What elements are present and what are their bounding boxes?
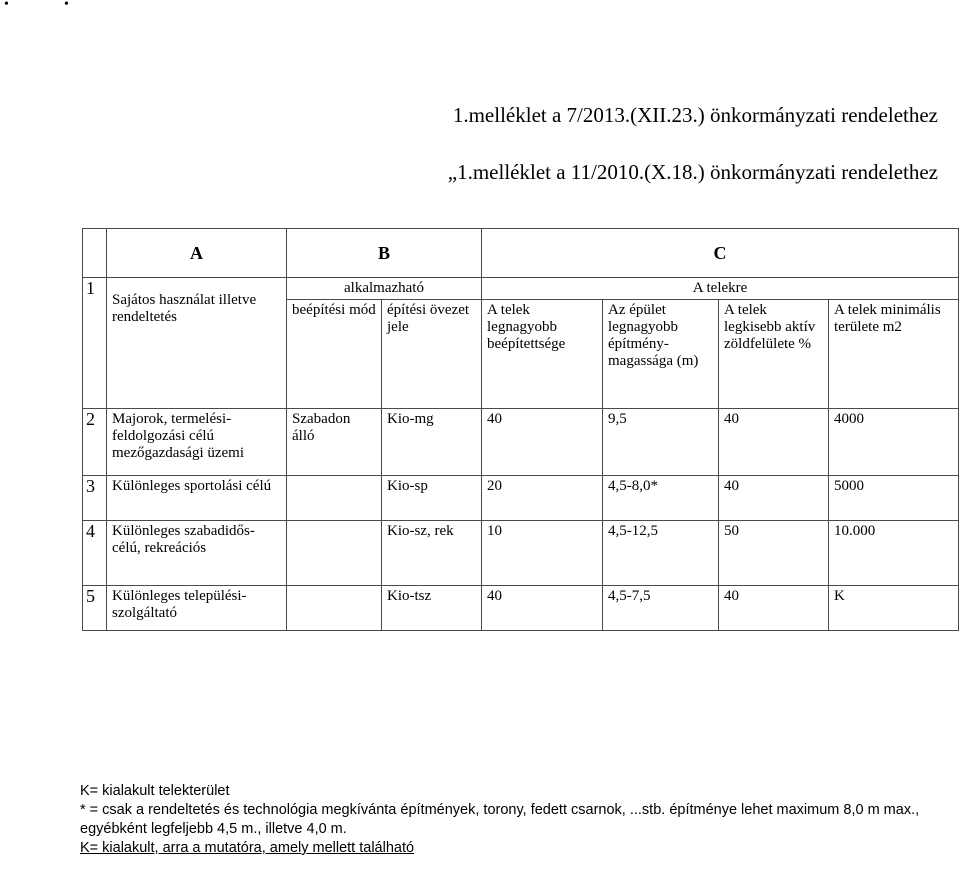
- footnotes: [80, 782, 960, 858]
- row-number: 1: [83, 278, 107, 409]
- area-cell: 5000: [829, 476, 959, 521]
- column-letter-row: [83, 229, 959, 278]
- footnote-k-existing: K= kialakult, arra a mutatóra, amely mellett található: [80, 840, 415, 856]
- use-header: Sajátos használat illetve rendeltetés: [107, 278, 287, 409]
- green-cell: 40: [719, 409, 829, 476]
- table-row: [83, 521, 959, 586]
- green-cell: 50: [719, 521, 829, 586]
- coverage-cell: 40: [482, 409, 603, 476]
- b1-header: beépítési mód: [287, 300, 382, 409]
- zone-cell: Kio-sz, rek: [382, 521, 482, 586]
- table-row: [83, 409, 959, 476]
- corner-mark-left: •: [4, 0, 9, 12]
- green-cell: 40: [719, 476, 829, 521]
- footnote-k: K= kialakult telekterület: [80, 783, 230, 799]
- row-number: 3: [83, 476, 107, 521]
- column-letter-a: A: [107, 229, 287, 278]
- height-cell: 9,5: [603, 409, 719, 476]
- use-cell: Majorok, termelési-feldolgozási célú mezőgazdasági üzemi: [107, 409, 287, 476]
- row-number: 5: [83, 586, 107, 631]
- height-cell: 4,5-12,5: [603, 521, 719, 586]
- zone-cell: Kio-sp: [382, 476, 482, 521]
- green-cell: 40: [719, 586, 829, 631]
- b2-header: építési övezet jele: [382, 300, 482, 409]
- zone-cell: Kio-mg: [382, 409, 482, 476]
- coverage-cell: 10: [482, 521, 603, 586]
- corner-mark-right: •: [64, 0, 69, 12]
- mode-cell: Szabadon álló: [287, 409, 382, 476]
- mode-cell: [287, 586, 382, 631]
- c4-header: A telek minimális területe m2: [829, 300, 959, 409]
- use-cell: Különleges települési-szolgáltató: [107, 586, 287, 631]
- use-cell: Különleges szabadidős-célú, rekreációs: [107, 521, 287, 586]
- mode-cell: [287, 521, 382, 586]
- column-letter-b: B: [287, 229, 482, 278]
- footnote-star: * = csak a rendeltetés és technológia megkívánta építmények, torony, fedett csarnok, ...stb. építménye lehet maximum 8,0 m max., egyébként legfeljebb 4,5 m., illetve 4,0 m.: [80, 802, 920, 837]
- area-cell: K: [829, 586, 959, 631]
- annex-subheading: „1.melléklet a 11/2010.(X.18.) önkormányzati rendelethez: [447, 160, 938, 184]
- c3-header: A telek legkisebb aktív zöldfelülete %: [719, 300, 829, 409]
- table-row: [83, 586, 959, 631]
- annex-heading: 1.melléklet a 7/2013.(XII.23.) önkormányzati rendelethez: [452, 103, 938, 127]
- use-cell: Különleges sportolási célú: [107, 476, 287, 521]
- area-cell: 4000: [829, 409, 959, 476]
- regulation-table: [82, 228, 959, 631]
- c1-header: A telek legnagyobb beépítettsége: [482, 300, 603, 409]
- height-cell: 4,5-8,0*: [603, 476, 719, 521]
- mode-cell: [287, 476, 382, 521]
- column-letter-c: C: [482, 229, 959, 278]
- zone-cell: Kio-tsz: [382, 586, 482, 631]
- coverage-cell: 20: [482, 476, 603, 521]
- area-cell: 10.000: [829, 521, 959, 586]
- b-group-header: alkalmazható: [287, 278, 482, 300]
- header-group-row: [83, 278, 959, 300]
- c-group-header: A telekre: [482, 278, 959, 300]
- coverage-cell: 40: [482, 586, 603, 631]
- height-cell: 4,5-7,5: [603, 586, 719, 631]
- row-number: 4: [83, 521, 107, 586]
- c2-header: Az épület legnagyobb építmény-magassága (m): [603, 300, 719, 409]
- table-row: [83, 476, 959, 521]
- row-number: 2: [83, 409, 107, 476]
